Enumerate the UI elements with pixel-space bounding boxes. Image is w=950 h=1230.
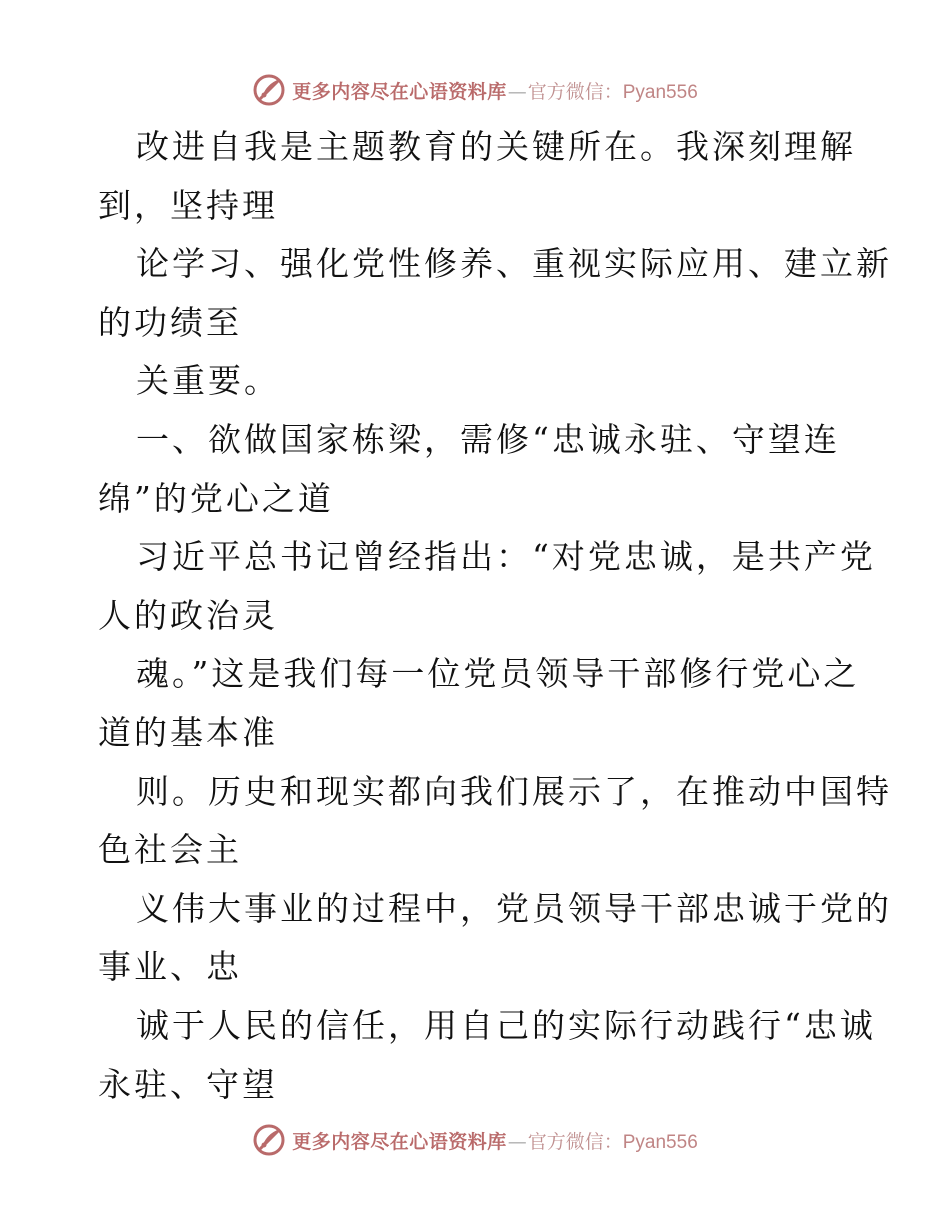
text-line: 义伟大事业的过程中，党员领导干部忠诚于党的 — [136, 888, 892, 928]
footer-watermark — [0, 1120, 950, 1160]
text-line: 习近平总书记曾经指出：“对党忠诚，是共产党 — [136, 537, 876, 577]
watermark-dash: — — [507, 1130, 527, 1153]
watermark-sub-text: 官方微信： — [527, 80, 623, 103]
watermark-main-text: 更多内容尽在心语资料库 — [292, 1130, 507, 1153]
header-watermark — [0, 70, 950, 110]
text-line: 永驻、守望 — [98, 1064, 278, 1104]
text-line: 改进自我是主题教育的关键所在。我深刻理解 — [136, 127, 856, 166]
watermark-text — [292, 77, 698, 104]
text-line: 的功绩至 — [98, 302, 242, 342]
text-line: 道的基本准 — [98, 712, 278, 752]
text-line: 绵”的党心之道 — [98, 478, 334, 518]
text-line: 则。历史和现实都向我们展示了，在推动中国特 — [136, 771, 892, 811]
text-line: 到，坚持理 — [98, 185, 278, 225]
quill-logo-icon — [252, 73, 286, 107]
watermark-sub-text: 官方微信： — [527, 1130, 623, 1153]
text-line: 诚于人民的信任，用自己的实际行动践行“忠诚 — [136, 1005, 876, 1045]
watermark-dash: — — [507, 80, 527, 103]
text-line: 事业、忠 — [98, 947, 242, 987]
watermark-main-text: 更多内容尽在心语资料库 — [292, 80, 507, 103]
text-line: 人的政治灵 — [98, 595, 278, 635]
text-line: 魂。”这是我们每一位党员领导干部修行党心之 — [136, 654, 860, 694]
document-body — [98, 118, 892, 1114]
watermark-text — [292, 1127, 698, 1154]
text-line: 一、欲做国家栋梁，需修“忠诚永驻、守望连 — [136, 419, 840, 459]
text-line: 关重要。 — [136, 361, 280, 401]
text-line: 论学习、强化党性修养、重视实际应用、建立新 — [136, 244, 892, 284]
watermark-wechat-id: Pyan556 — [622, 81, 698, 103]
text-line: 色社会主 — [98, 830, 242, 870]
watermark-wechat-id: Pyan556 — [622, 1131, 698, 1153]
quill-logo-icon — [252, 1123, 286, 1157]
